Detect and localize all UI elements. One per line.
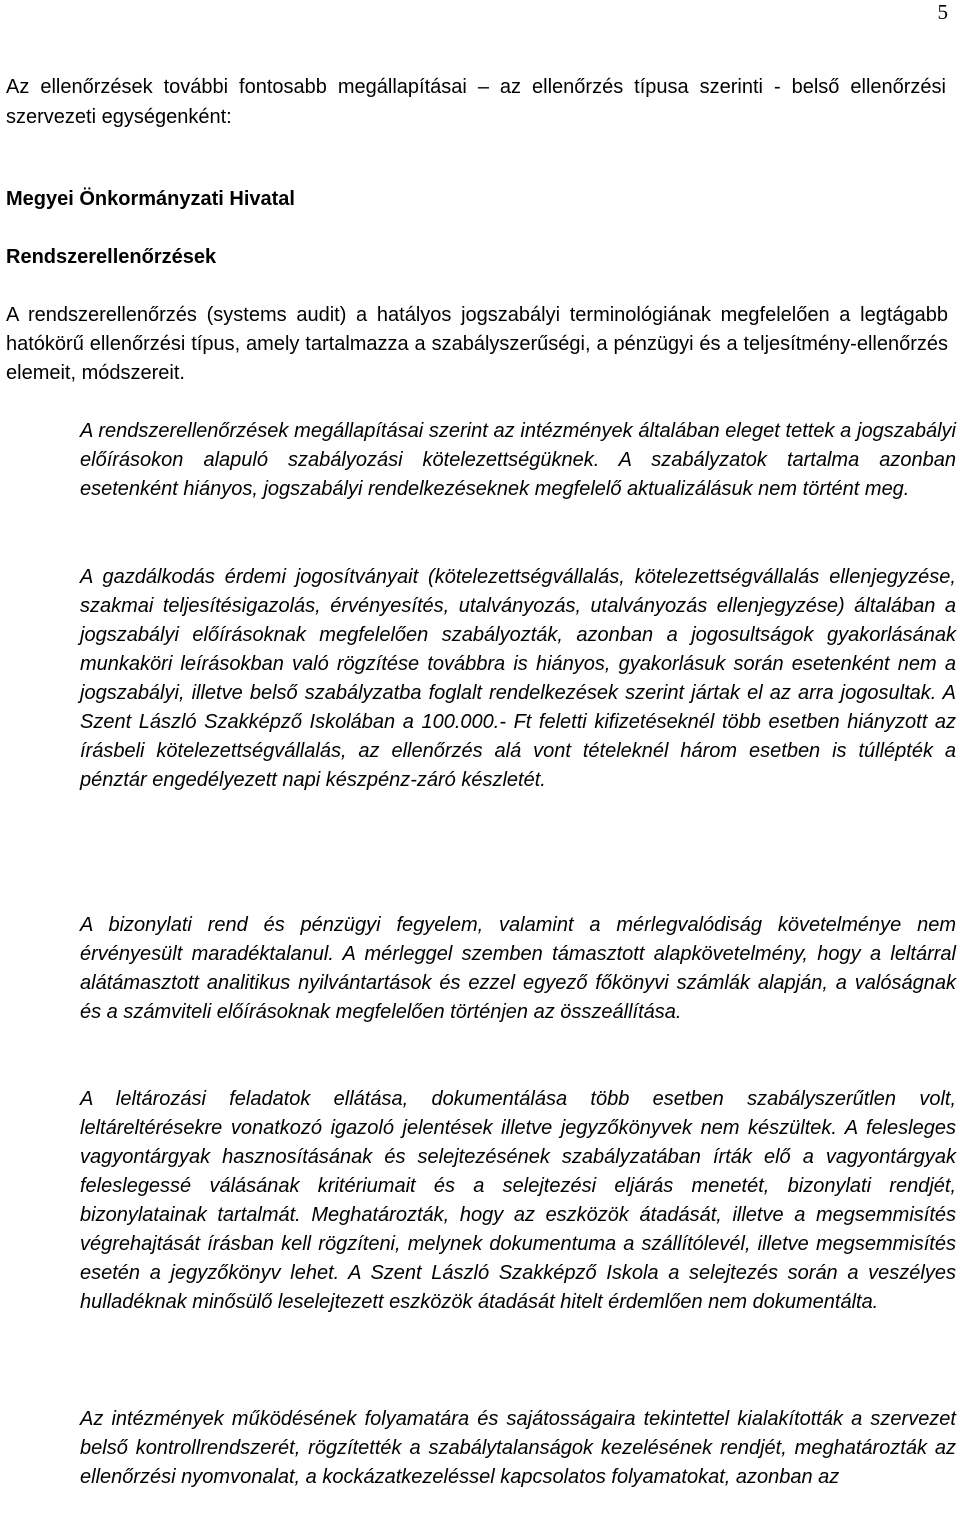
- findings-paragraph-management-rights: A gazdálkodás érdemi jogosítványait (kötelezettségvállalás, kötelezettségvállalás ellenjegyzése, szakmai teljesítésigazolás, érvényesítés, utalványozás, utalványozás ellenjegyzése) általában a jogszabályi előírásoknak megfelelően szabályozták, azonban a jogosultságok gyakorlásának munkaköri leírásokban való rögzítése továbbra is hiányos, gyakorlásuk során esetenként nem a jogszabályi, illetve belső szabályzatba foglalt rendelkezések szerint jártak el az arra jogosultak. A Szent László Szakképző Iskolában a 100.000.- Ft feletti kifizetéseknél több esetben hiányzott az írásbeli kötelezettségvállalás, az ellenőrzés alá vont tételeknél három esetben is túllépték a pénztár engedélyezett napi készpénz-záró készletét.: [80, 566, 956, 791]
- system-audit-definition: A rendszerellenőrzés (systems audit) a hatályos jogszabályi terminológiának megfelelően a legtágabb hatókörű ellenőrzési típus, amely tartalmazza a szabályszerűségi, a pénzügyi és a teljesítmény-ellenőrzés elemeit, módszereit.: [6, 304, 948, 384]
- findings-paragraph-accounting-discipline: A bizonylati rend és pénzügyi fegyelem, valamint a mérlegvalódiság követelménye nem érvényesült maradéktalanul. A mérleggel szemben támasztott alapkövetelmény, hogy a leltárral alátámasztott analitikus nyilvántartások és ezzel egyező főkönyvi számlák alapján, a valóságnak és a számviteli előírásoknak megfelelően történjen az összeállítása.: [80, 914, 956, 1023]
- page-number: 5: [937, 0, 948, 24]
- office-heading: Megyei Önkormányzati Hivatal: [6, 188, 295, 210]
- findings-paragraph-regulations: A rendszerellenőrzések megállapításai szerint az intézmények általában eleget tettek a jogszabályi előírásokon alapuló szabályozási kötelezettségüknek. A szabályzatok tartalma azonban esetenként hiányos, jogszabályi rendelkezéseknek megfelelő aktualizálásuk nem történt meg.: [80, 420, 956, 500]
- intro-paragraph: Az ellenőrzések további fontosabb megállapításai – az ellenőrzés típusa szerinti - belső ellenőrzési szervezeti egységenként:: [6, 76, 946, 128]
- system-audit-heading: Rendszerellenőrzések: [6, 246, 217, 268]
- findings-paragraph-internal-control: Az intézmények működésének folyamatára és sajátosságaira tekintettel kialakították a szervezet belső kontrollrendszerét, rögzítették a szabálytalanságok kezelésének rendjét, meghatározták az ellenőrzési nyomvonalat, a kockázatkezeléssel kapcsolatos folyamatokat, azonban az: [80, 1408, 956, 1488]
- findings-paragraph-inventory: A leltározási feladatok ellátása, dokumentálása több esetben szabályszerűtlen volt, leltáreltérésekre vonatkozó igazoló jelentések illetve jegyzőkönyvek nem készültek. A felesleges vagyontárgyak hasznosításának és selejtezésének szabályzatában írták elő a vagyontárgyak feleslegessé válásának kritériumait és a selejtezési eljárás menetét, bizonylati rendjét, bizonylatainak tartalmát. Meghatározták, hogy az eszközök átadását, illetve a megsemmisítés végrehajtását írásban kell rögzíteni, melynek dokumentuma a szállítólevél, illetve megsemmisítés esetén a jegyzőkönyv lehet. A Szent László Szakképző Iskola a selejtezés során a veszélyes hulladéknak minősülő leselejtezett eszközök átadását hitelt érdemlően nem dokumentálta.: [80, 1088, 956, 1313]
